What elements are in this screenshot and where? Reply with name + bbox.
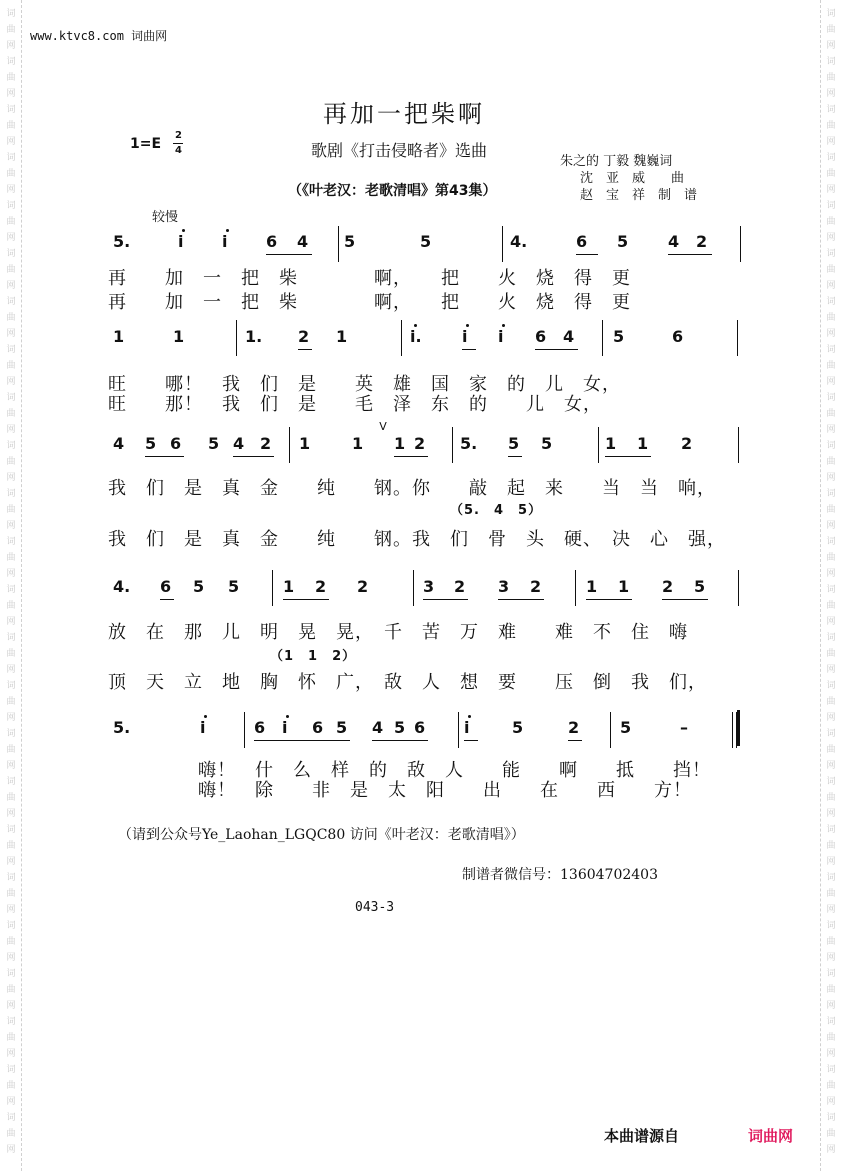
side-watermark-char: 曲: [6, 169, 16, 179]
note: 5: [617, 232, 629, 251]
octave-dot: [414, 324, 417, 327]
beam-underline: [423, 599, 468, 600]
source-label: 本曲谱源自: [604, 1127, 680, 1145]
beam-underline: [662, 599, 708, 600]
side-watermark-char: 曲: [6, 1129, 16, 1139]
beam-underline: [668, 254, 712, 255]
note: 4.: [510, 232, 528, 251]
bar-line: [244, 712, 245, 748]
note: 5: [508, 434, 520, 453]
side-watermark-char: 词: [826, 729, 836, 739]
side-watermark-char: 曲: [6, 841, 16, 851]
side-watermark-char: 网: [826, 617, 836, 627]
side-watermark-char: 曲: [6, 313, 16, 323]
side-watermark-char: 曲: [826, 1129, 836, 1139]
beam-underline: [568, 740, 582, 741]
side-watermark-char: 网: [6, 905, 16, 915]
note: 2: [260, 434, 272, 453]
side-watermark-char: 词: [826, 969, 836, 979]
side-watermark-char: 网: [826, 137, 836, 147]
note: 3: [498, 577, 510, 596]
note: i: [222, 232, 228, 251]
side-watermark-char: 曲: [826, 409, 836, 419]
side-watermark-char: 曲: [6, 601, 16, 611]
side-watermark-char: 词: [826, 633, 836, 643]
beam-underline: [266, 254, 312, 255]
note: 6: [535, 327, 547, 346]
note: 1.: [245, 327, 263, 346]
bar-line: [413, 570, 414, 606]
side-watermark-char: 网: [6, 41, 16, 51]
beam-underline: [372, 740, 428, 741]
side-watermark-char: 曲: [6, 745, 16, 755]
side-watermark-char: 网: [826, 1097, 836, 1107]
note: 5: [145, 434, 157, 453]
note: 1: [283, 577, 295, 596]
side-watermark-char: 网: [826, 521, 836, 531]
lyric-line-2: 再 加 一 把 柴 啊， 把 火 烧 得 更: [108, 292, 631, 313]
side-watermark-char: 词: [826, 105, 836, 115]
side-watermark-char: 曲: [6, 217, 16, 227]
side-watermark-char: 词: [6, 777, 16, 787]
octave-dot: [226, 229, 229, 232]
note: 4: [668, 232, 680, 251]
side-watermark-char: 曲: [6, 505, 16, 515]
note: 6: [672, 327, 684, 346]
song-title: 再加一把柴啊: [323, 100, 485, 128]
note: 5: [694, 577, 706, 596]
side-watermark-char: 网: [6, 281, 16, 291]
note: 5: [208, 434, 220, 453]
side-watermark-char: 曲: [826, 889, 836, 899]
note: 2: [696, 232, 708, 251]
side-watermark-char: 曲: [826, 25, 836, 35]
side-watermark-char: 网: [6, 617, 16, 627]
side-watermark-char: 词: [826, 489, 836, 499]
side-watermark-char: 曲: [826, 121, 836, 131]
side-watermark-char: 网: [826, 233, 836, 243]
side-watermark-char: 词: [6, 921, 16, 931]
side-watermark-char: 词: [6, 201, 16, 211]
final-bar-line: [737, 710, 740, 746]
octave-dot: [182, 229, 185, 232]
side-watermark-char: 网: [6, 713, 16, 723]
note: 6: [312, 718, 324, 737]
note: 3: [423, 577, 435, 596]
side-watermark-char: 词: [826, 393, 836, 403]
side-watermark-char: 曲: [826, 937, 836, 947]
side-watermark-char: 曲: [826, 553, 836, 563]
side-watermark-char: 网: [826, 329, 836, 339]
note: 1: [336, 327, 348, 346]
side-watermark-char: 词: [826, 1065, 836, 1075]
side-watermark-char: 词: [826, 345, 836, 355]
bar-line: [602, 320, 603, 356]
lyric-line-2: 我 们 是 真 金 纯 钢。我 们 骨 头 硬、 决 心 强，: [108, 529, 726, 550]
note: i: [200, 718, 206, 737]
note: 5: [512, 718, 524, 737]
side-watermark-char: 曲: [6, 985, 16, 995]
side-watermark-char: 曲: [6, 1081, 16, 1091]
side-watermark-char: 词: [826, 201, 836, 211]
side-watermark-char: 词: [6, 873, 16, 883]
side-watermark-char: 曲: [6, 121, 16, 131]
tempo-marking: 较慢: [152, 210, 179, 225]
note: 2: [315, 577, 327, 596]
note: 2: [681, 434, 693, 453]
bar-line: [458, 712, 459, 748]
note: i: [464, 718, 470, 737]
side-watermark-char: 网: [826, 185, 836, 195]
note: 5: [420, 232, 432, 251]
side-watermark-char: 曲: [826, 265, 836, 275]
side-watermark-char: 词: [6, 585, 16, 595]
note: 1: [173, 327, 185, 346]
beam-underline: [464, 740, 478, 741]
right-side-strip: [820, 0, 842, 1171]
note: 4.: [113, 577, 131, 596]
side-watermark-char: 网: [826, 41, 836, 51]
side-watermark-char: 曲: [826, 505, 836, 515]
side-watermark-char: 曲: [6, 553, 16, 563]
side-watermark-char: 曲: [826, 217, 836, 227]
note: 2: [530, 577, 542, 596]
side-watermark-char: 词: [826, 681, 836, 691]
side-watermark-char: 词: [6, 297, 16, 307]
bar-line: [401, 320, 402, 356]
side-watermark-char: 词: [826, 1017, 836, 1027]
note: 5: [613, 327, 625, 346]
side-watermark-char: 曲: [826, 841, 836, 851]
arranger-wechat: 制谱者微信号：13604702403: [462, 867, 658, 883]
side-watermark-char: 网: [6, 329, 16, 339]
side-watermark-char: 网: [826, 473, 836, 483]
key-signature: 1=E: [130, 136, 162, 152]
time-signature-bottom: 4: [175, 145, 182, 156]
page-number: 043-3: [355, 900, 395, 915]
note: 1: [586, 577, 598, 596]
note: 5.: [113, 718, 131, 737]
beam-underline: [605, 456, 651, 457]
side-watermark-char: 网: [826, 89, 836, 99]
note: 1: [113, 327, 125, 346]
side-watermark-char: 曲: [826, 793, 836, 803]
lyric-line-1: 我 们 是 真 金 纯 钢。你 敲 起 来 当 当 响，: [108, 478, 716, 499]
note: 5: [193, 577, 205, 596]
side-watermark-char: 词: [826, 777, 836, 787]
side-watermark-char: 曲: [6, 457, 16, 467]
side-watermark-char: 曲: [6, 793, 16, 803]
note: i: [498, 327, 504, 346]
side-watermark-char: 网: [826, 857, 836, 867]
note: 2: [568, 718, 580, 737]
octave-dot: [286, 715, 289, 718]
side-watermark-char: 词: [6, 249, 16, 259]
note: 4: [113, 434, 125, 453]
side-watermark-char: 词: [6, 345, 16, 355]
variant-notes: （5. 4 5）: [450, 503, 543, 518]
breath-mark: V: [379, 420, 387, 433]
side-watermark-char: 词: [826, 825, 836, 835]
note: 6: [576, 232, 588, 251]
side-watermark-char: 曲: [826, 745, 836, 755]
note: 1: [299, 434, 311, 453]
side-watermark-char: 网: [826, 905, 836, 915]
side-watermark-char: 词: [826, 585, 836, 595]
side-watermark-char: 曲: [6, 409, 16, 419]
credits-lyricist: 朱之的 丁毅 魏巍词: [560, 154, 673, 169]
side-watermark-char: 网: [826, 377, 836, 387]
side-watermark-char: 网: [826, 425, 836, 435]
side-watermark-char: 词: [826, 873, 836, 883]
bar-line: [598, 427, 599, 463]
site-header[interactable]: www.ktvc8.com 词曲网: [30, 29, 168, 43]
beam-underline: [145, 456, 184, 457]
side-watermark-char: 网: [6, 185, 16, 195]
side-watermark-char: 词: [6, 633, 16, 643]
side-watermark-char: 曲: [826, 1081, 836, 1091]
bar-line: [610, 712, 611, 748]
side-watermark-char: 曲: [6, 649, 16, 659]
side-watermark-char: 曲: [6, 25, 16, 35]
side-watermark-char: 词: [6, 393, 16, 403]
note: 6: [414, 718, 426, 737]
beam-underline: [233, 456, 274, 457]
side-watermark-char: 曲: [6, 361, 16, 371]
side-watermark-char: 网: [6, 1001, 16, 1011]
bar-line: [738, 427, 739, 463]
beam-underline: [508, 456, 522, 457]
side-watermark-char: 网: [6, 1145, 16, 1155]
note: 5: [620, 718, 632, 737]
side-watermark-char: 曲: [6, 73, 16, 83]
side-watermark-char: 曲: [826, 697, 836, 707]
left-side-strip: [0, 0, 22, 1171]
side-watermark-char: 网: [826, 569, 836, 579]
side-watermark-char: 词: [826, 1113, 836, 1123]
footer-note: （请到公众号Ye_Laohan_LGQC80 访问《叶老汉：老歌清唱》）: [118, 827, 525, 843]
side-watermark-char: 词: [6, 681, 16, 691]
side-watermark-char: 网: [6, 233, 16, 243]
note: i: [178, 232, 184, 251]
bar-line: [289, 427, 290, 463]
beam-underline: [160, 599, 174, 600]
side-watermark-char: 网: [826, 281, 836, 291]
side-watermark-char: 词: [6, 441, 16, 451]
lyric-line-2: 旺 那！ 我 们 是 毛 泽 东 的 儿 女，: [108, 394, 602, 415]
side-watermark-char: 网: [6, 761, 16, 771]
beam-underline: [394, 456, 428, 457]
note: 2: [357, 577, 369, 596]
note: 5: [336, 718, 348, 737]
side-watermark-char: 曲: [6, 697, 16, 707]
bar-line: [738, 570, 739, 606]
side-watermark-char: 曲: [6, 1033, 16, 1043]
note: 1: [618, 577, 630, 596]
side-watermark-char: 词: [826, 57, 836, 67]
note: 2: [454, 577, 466, 596]
side-watermark-char: 词: [6, 9, 16, 19]
note: 5: [394, 718, 406, 737]
side-watermark-char: 网: [826, 1145, 836, 1155]
note: 1: [637, 434, 649, 453]
note: 4: [297, 232, 309, 251]
lyric-line-1: 放 在 那 儿 明 晃 晃， 千 苦 万 难 难 不 住 嗨: [108, 622, 688, 643]
note: 2: [298, 327, 310, 346]
side-watermark-char: 词: [6, 153, 16, 163]
side-watermark-char: 网: [6, 425, 16, 435]
side-watermark-char: 网: [826, 665, 836, 675]
bar-line: [272, 570, 273, 606]
beam-underline: [586, 599, 632, 600]
side-watermark-char: 网: [6, 857, 16, 867]
side-watermark-char: 词: [6, 1113, 16, 1123]
variant-notes: （1 1 2）: [270, 649, 357, 664]
side-watermark-char: 网: [826, 713, 836, 723]
note: i: [282, 718, 288, 737]
side-watermark-char: 词: [826, 297, 836, 307]
side-watermark-char: 词: [826, 153, 836, 163]
side-watermark-char: 网: [6, 1097, 16, 1107]
bar-line: [338, 226, 339, 262]
side-watermark-char: 网: [6, 521, 16, 531]
note: 1: [352, 434, 364, 453]
beam-underline: [576, 254, 598, 255]
side-watermark-char: 网: [6, 377, 16, 387]
note: 6: [160, 577, 172, 596]
bar-line: [452, 427, 453, 463]
lyric-line-2: 顶 天 立 地 胸 怀 广， 敌 人 想 要 压 倒 我 们，: [108, 672, 707, 693]
beam-underline: [283, 599, 329, 600]
side-watermark-char: 曲: [826, 169, 836, 179]
bar-line: [502, 226, 503, 262]
bar-line: [236, 320, 237, 356]
octave-dot: [502, 324, 505, 327]
side-watermark-char: 词: [6, 969, 16, 979]
side-watermark-char: 网: [6, 1049, 16, 1059]
beam-underline: [298, 349, 312, 350]
side-watermark-char: 词: [6, 1065, 16, 1075]
note: 2: [414, 434, 426, 453]
note: 4: [563, 327, 575, 346]
side-watermark-char: 词: [6, 537, 16, 547]
note: 4: [372, 718, 384, 737]
note: –: [680, 718, 688, 737]
note: 6: [266, 232, 278, 251]
lyric-line-2: 嗨！ 除 非 是 太 阳 出 在 西 方！: [198, 780, 692, 801]
side-watermark-char: 曲: [6, 937, 16, 947]
side-watermark-char: 网: [826, 1049, 836, 1059]
credits-arranger: 赵 宝 祥 制 谱: [580, 188, 698, 203]
octave-dot: [466, 324, 469, 327]
side-watermark-char: 词: [6, 729, 16, 739]
lyric-line-1: 嗨！ 什 么 样 的 敌 人 能 啊 抵 挡！: [198, 760, 711, 781]
note: 1: [394, 434, 406, 453]
side-watermark-char: 词: [826, 249, 836, 259]
credits-composer: 沈 亚 威 曲: [580, 171, 685, 186]
side-watermark-char: 网: [6, 953, 16, 963]
lyric-line-1: 旺 哪！ 我 们 是 英 雄 国 家 的 儿 女，: [108, 374, 621, 395]
time-signature-divider: [173, 143, 183, 144]
side-watermark-char: 曲: [826, 985, 836, 995]
side-watermark-char: 词: [826, 921, 836, 931]
side-watermark-char: 词: [826, 9, 836, 19]
note: i: [462, 327, 468, 346]
side-watermark-char: 曲: [826, 313, 836, 323]
beam-underline: [462, 349, 476, 350]
bar-line: [575, 570, 576, 606]
note: 6: [170, 434, 182, 453]
side-watermark-char: 词: [6, 1017, 16, 1027]
side-watermark-char: 网: [6, 569, 16, 579]
song-source: （《叶老汉：老歌清唱》第43集）: [288, 183, 497, 199]
side-watermark-char: 词: [826, 441, 836, 451]
note: 5.: [460, 434, 478, 453]
octave-dot: [204, 715, 207, 718]
side-watermark-char: 词: [826, 537, 836, 547]
note: 5: [541, 434, 553, 453]
bar-line: [737, 320, 738, 356]
note: 5.: [113, 232, 131, 251]
note: 4: [233, 434, 245, 453]
note: 5: [344, 232, 356, 251]
side-watermark-char: 曲: [826, 457, 836, 467]
song-subtitle: 歌剧《打击侵略者》选曲: [311, 141, 488, 160]
note: 5: [228, 577, 240, 596]
side-watermark-char: 网: [6, 809, 16, 819]
note: 2: [662, 577, 674, 596]
side-watermark-char: 词: [6, 105, 16, 115]
bar-line: [732, 712, 733, 748]
side-watermark-char: 网: [826, 953, 836, 963]
side-watermark-char: 词: [6, 57, 16, 67]
note: 6: [254, 718, 266, 737]
side-watermark-char: 曲: [826, 1033, 836, 1043]
side-watermark-char: 词: [6, 825, 16, 835]
side-watermark-char: 网: [826, 761, 836, 771]
note: 1: [605, 434, 617, 453]
beam-underline: [498, 599, 544, 600]
source-site-link[interactable]: 词曲网: [748, 1127, 794, 1145]
side-watermark-char: 曲: [826, 73, 836, 83]
side-watermark-char: 曲: [6, 889, 16, 899]
time-signature-top: 2: [175, 130, 182, 141]
lyric-line-1: 再 加 一 把 柴 啊， 把 火 烧 得 更: [108, 268, 631, 289]
bar-line: [740, 226, 741, 262]
side-watermark-char: 网: [6, 137, 16, 147]
side-watermark-char: 网: [6, 89, 16, 99]
octave-dot: [468, 715, 471, 718]
side-watermark-char: 网: [826, 809, 836, 819]
side-watermark-char: 曲: [826, 361, 836, 371]
note: i.: [410, 327, 422, 346]
side-watermark-char: 网: [826, 1001, 836, 1011]
side-watermark-char: 网: [6, 473, 16, 483]
side-watermark-char: 网: [6, 665, 16, 675]
beam-underline: [535, 349, 578, 350]
side-watermark-char: 曲: [826, 649, 836, 659]
side-watermark-char: 曲: [6, 265, 16, 275]
beam-underline: [254, 740, 350, 741]
side-watermark-char: 词: [6, 489, 16, 499]
side-watermark-char: 曲: [826, 601, 836, 611]
